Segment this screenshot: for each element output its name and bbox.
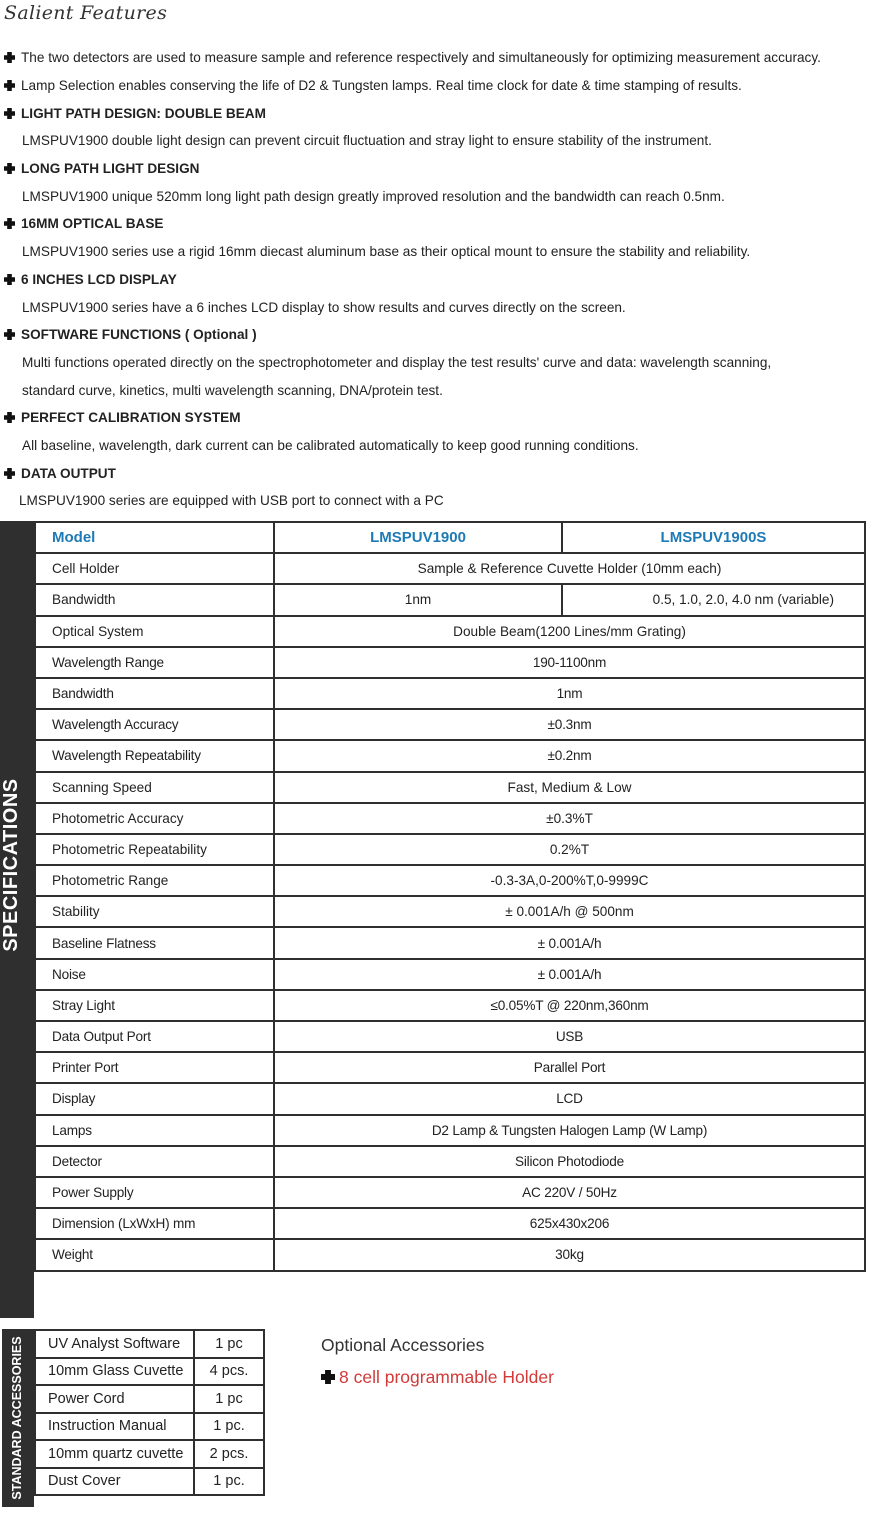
accessory-row <box>35 1385 264 1413</box>
accessory-quantity: 1 pc. <box>194 1413 264 1441</box>
spec-value: 30kg <box>274 1239 865 1270</box>
bullet-icon <box>4 468 15 479</box>
feature-description: LMSPUV1900 series have a 6 inches LCD display to show results and curves directly on the screen. <box>22 300 626 315</box>
spec-value: 0.2%T <box>274 834 865 865</box>
specifications-side-label: SPECIFICATIONS <box>0 778 22 952</box>
table-row <box>35 1146 865 1177</box>
optional-accessories-title: Optional Accessories <box>321 1335 485 1355</box>
spec-value: ±0.3nm <box>274 709 865 740</box>
table-row <box>35 1208 865 1239</box>
feature-text: LONG PATH LIGHT DESIGN <box>21 161 200 176</box>
feature-text: LIGHT PATH DESIGN: DOUBLE BEAM <box>21 106 266 121</box>
bullet-icon <box>321 1368 335 1382</box>
spec-label: Dimension (LxWxH) mm <box>35 1208 274 1239</box>
table-row <box>35 1115 865 1146</box>
table-row <box>35 740 865 771</box>
feature-text: Lamp Selection enables conserving the life of D2 & Tungsten lamps. Real time clock for date & time stamping of results. <box>21 78 742 93</box>
table-row <box>35 647 865 678</box>
spec-label: Photometric Range <box>35 865 274 896</box>
accessory-quantity: 2 pcs. <box>194 1440 264 1468</box>
accessory-row <box>35 1358 264 1386</box>
feature-text: SOFTWARE FUNCTIONS ( Optional ) <box>21 327 257 342</box>
spec-value: USB <box>274 1021 865 1052</box>
accessory-quantity: 4 pcs. <box>194 1358 264 1386</box>
spec-value: -0.3-3A,0-200%T,0-9999C <box>274 865 865 896</box>
spec-label: Optical System <box>35 616 274 647</box>
accessory-quantity: 1 pc <box>194 1385 264 1413</box>
table-row <box>35 1239 865 1270</box>
bullet-icon <box>4 80 15 91</box>
accessory-quantity: 1 pc. <box>194 1468 264 1496</box>
table-row <box>35 772 865 803</box>
model-header-lmspuv1900: LMSPUV1900 <box>274 522 562 553</box>
spec-label: Power Supply <box>35 1177 274 1208</box>
spec-value: Silicon Photodiode <box>274 1146 865 1177</box>
table-row <box>35 1052 865 1083</box>
spec-label: Printer Port <box>35 1052 274 1083</box>
spec-label: Baseline Flatness <box>35 927 274 958</box>
feature-text: The two detectors are used to measure sample and reference respectively and simultaneously for optimizing measurement accuracy. <box>21 50 821 65</box>
accessory-name: 10mm Glass Cuvette <box>35 1358 194 1386</box>
spec-label: Cell Holder <box>35 553 274 584</box>
feature-bullet <box>4 50 821 65</box>
accessory-name: Power Cord <box>35 1385 194 1413</box>
feature-description: LMSPUV1900 unique 520mm long light path design greatly improved resolution and the bandwidth can reach 0.5nm. <box>22 189 725 204</box>
table-row <box>35 553 865 584</box>
table-row <box>35 959 865 990</box>
specifications-table <box>34 521 866 1272</box>
feature-description: All baseline, wavelength, dark current can be calibrated automatically to keep good running conditions. <box>22 438 639 453</box>
bullet-icon <box>4 412 15 423</box>
table-row <box>35 1021 865 1052</box>
spec-label: Photometric Accuracy <box>35 803 274 834</box>
spec-label: Bandwidth <box>35 584 274 615</box>
table-row <box>35 865 865 896</box>
feature-heading <box>4 216 164 231</box>
spec-value: ± 0.001A/h <box>274 959 865 990</box>
model-header-label: Model <box>35 522 274 553</box>
spec-label: Wavelength Range <box>35 647 274 678</box>
table-row <box>35 834 865 865</box>
spec-label: Lamps <box>35 1115 274 1146</box>
accessory-row <box>35 1468 264 1496</box>
feature-description: LMSPUV1900 double light design can prevent circuit fluctuation and stray light to ensure stability of the instrument. <box>22 133 712 148</box>
spec-label: Weight <box>35 1239 274 1270</box>
spec-value: 625x430x206 <box>274 1208 865 1239</box>
feature-heading <box>4 327 257 342</box>
table-row <box>35 709 865 740</box>
optional-accessory-label: 8 cell programmable Holder <box>339 1367 554 1387</box>
spec-value: ≤0.05%T @ 220nm,360nm <box>274 990 865 1021</box>
feature-heading <box>4 410 241 425</box>
spec-value: Double Beam(1200 Lines/mm Grating) <box>274 616 865 647</box>
feature-description: LMSPUV1900 series use a rigid 16mm diecast aluminum base as their optical mount to ensure the stability and reliability. <box>22 244 751 259</box>
spec-label: Noise <box>35 959 274 990</box>
spec-value: 190-1100nm <box>274 647 865 678</box>
feature-heading <box>4 272 177 287</box>
table-row <box>35 584 865 615</box>
spec-value: LCD <box>274 1083 865 1114</box>
spec-label: Wavelength Repeatability <box>35 740 274 771</box>
spec-value: AC 220V / 50Hz <box>274 1177 865 1208</box>
accessory-name: UV Analyst Software <box>35 1330 194 1358</box>
accessory-name: 10mm quartz cuvette <box>35 1440 194 1468</box>
spec-label: Stability <box>35 896 274 927</box>
bullet-icon <box>4 163 15 174</box>
optional-accessory-item <box>321 1367 554 1388</box>
feature-text: 6 INCHES LCD DISPLAY <box>21 272 177 287</box>
spec-value: D2 Lamp & Tungsten Halogen Lamp (W Lamp) <box>274 1115 865 1146</box>
accessory-name: Instruction Manual <box>35 1413 194 1441</box>
feature-text: DATA OUTPUT <box>21 466 116 481</box>
table-row <box>35 678 865 709</box>
spec-value: ± 0.001A/h @ 500nm <box>274 896 865 927</box>
accessory-quantity: 1 pc <box>194 1330 264 1358</box>
spec-value: Sample & Reference Cuvette Holder (10mm each) <box>274 553 865 584</box>
feature-description: LMSPUV1900 series are equipped with USB port to connect with a PC <box>19 493 444 508</box>
spec-value: 1nm <box>274 678 865 709</box>
table-row <box>35 1177 865 1208</box>
feature-text: PERFECT CALIBRATION SYSTEM <box>21 410 241 425</box>
spec-label: Stray Light <box>35 990 274 1021</box>
spec-value: Parallel Port <box>274 1052 865 1083</box>
spec-label: Wavelength Accuracy <box>35 709 274 740</box>
table-row <box>35 896 865 927</box>
accessory-row <box>35 1440 264 1468</box>
accessory-row <box>35 1330 264 1358</box>
bullet-icon <box>4 218 15 229</box>
feature-bullet <box>4 78 742 93</box>
feature-description: Multi functions operated directly on the spectrophotometer and display the test results' curve and data: wavelength scanning, <box>22 355 772 370</box>
spec-value: ±0.2nm <box>274 740 865 771</box>
bullet-icon <box>4 274 15 285</box>
spec-label: Data Output Port <box>35 1021 274 1052</box>
spec-value: 1nm <box>274 584 562 615</box>
spec-label: Bandwidth <box>35 678 274 709</box>
spec-label: Detector <box>35 1146 274 1177</box>
model-header-lmspuv1900s: LMSPUV1900S <box>562 522 865 553</box>
spec-value: ±0.3%T <box>274 803 865 834</box>
bullet-icon <box>4 108 15 119</box>
table-row <box>35 803 865 834</box>
feature-description: standard curve, kinetics, multi wavelength scanning, DNA/protein test. <box>22 383 443 398</box>
spec-value: ± 0.001A/h <box>274 927 865 958</box>
feature-heading <box>4 106 266 121</box>
spec-label: Scanning Speed <box>35 772 274 803</box>
table-row <box>35 927 865 958</box>
feature-text: 16MM OPTICAL BASE <box>21 216 164 231</box>
table-header-row <box>35 522 865 553</box>
spec-label: Display <box>35 1083 274 1114</box>
bullet-icon <box>4 329 15 340</box>
accessory-name: Dust Cover <box>35 1468 194 1496</box>
feature-heading <box>4 161 199 176</box>
accessories-side-label: STANDARD ACCESSORIES <box>10 1336 24 1500</box>
table-row <box>35 990 865 1021</box>
accessory-row <box>35 1413 264 1441</box>
table-row <box>35 616 865 647</box>
table-row <box>35 1083 865 1114</box>
bullet-icon <box>4 52 15 63</box>
page-title: Salient Features <box>4 2 168 24</box>
spec-label: Photometric Repeatability <box>35 834 274 865</box>
spec-value: Fast, Medium & Low <box>274 772 865 803</box>
standard-accessories-table <box>34 1329 265 1496</box>
spec-value: 0.5, 1.0, 2.0, 4.0 nm (variable) <box>562 584 865 615</box>
feature-heading <box>4 466 116 481</box>
